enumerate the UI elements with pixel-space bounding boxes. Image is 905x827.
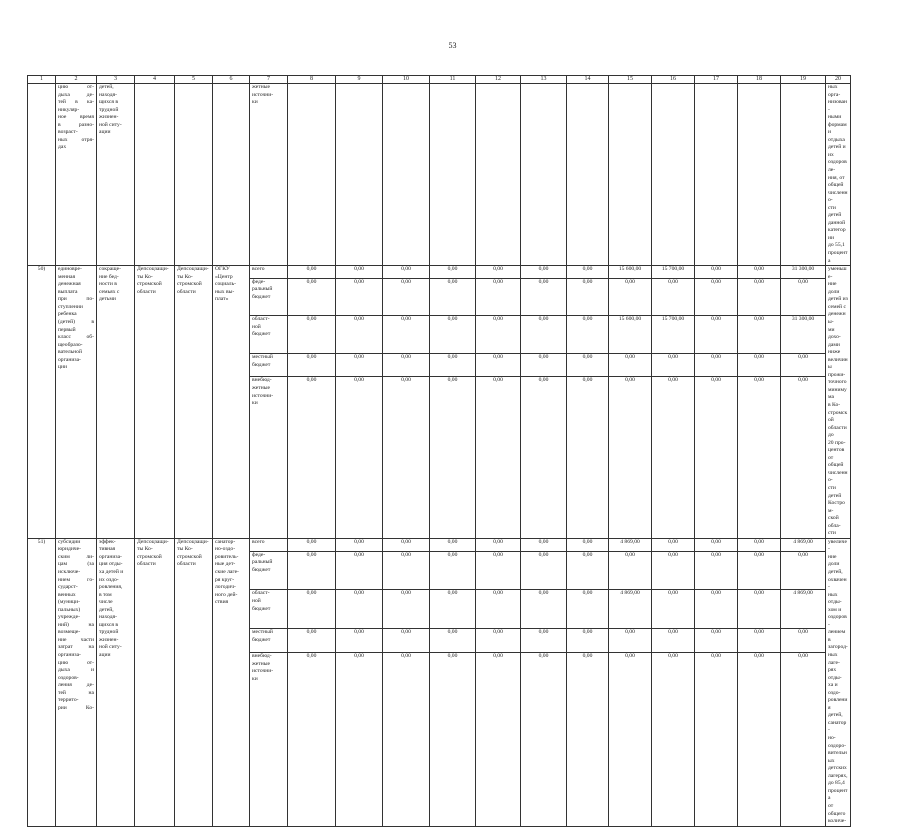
cell-amount: 0,00 (383, 653, 430, 826)
cell-amount: 0,00 (383, 590, 430, 629)
cell-amount: 0,00 (430, 538, 476, 551)
cell-amount: 0,00 (652, 377, 695, 538)
cell-amount: 0,00 (781, 551, 826, 590)
cell-amount: 0,00 (383, 551, 430, 590)
funding-line (28, 538, 851, 551)
cell-funding-source: област- ной бюджет (250, 590, 288, 629)
cell-amount: 0,00 (476, 354, 521, 377)
row-50 (28, 266, 851, 539)
row-51 (28, 538, 851, 826)
cell-amount: 0,00 (336, 377, 383, 538)
cell-amount: 0,00 (781, 629, 826, 653)
cell-objective: детей, находя- щихся в трудной жизнен- ной ситу- ации (97, 84, 135, 266)
cell-responsible: Депсоцзащи- ты Ко- стромской области (135, 538, 175, 826)
cell-amount: 0,00 (430, 653, 476, 826)
cell-amount: 0,00 (609, 354, 652, 377)
cell-amount: 0,00 (288, 278, 336, 316)
cell-amount: 0,00 (567, 278, 609, 316)
cell-amount: 0,00 (336, 629, 383, 653)
cell-amount: 0,00 (336, 354, 383, 377)
cell-amount: 0,00 (476, 278, 521, 316)
cell-amount: 0,00 (476, 266, 521, 278)
cell-amount: 0,00 (695, 316, 738, 354)
cell-funding-source: внебюд- жетные источни- ки (250, 653, 288, 826)
column-number: 19 (781, 76, 826, 84)
column-number: 18 (738, 76, 781, 84)
column-number: 6 (213, 76, 250, 84)
cell-amount: 0,00 (288, 590, 336, 629)
cell-amount: 0,00 (567, 590, 609, 629)
cell-amount: 0,00 (288, 266, 336, 278)
cell-amount: 0,00 (430, 551, 476, 590)
cell-coexecutor: Депсоцзащи- ты Ко- стромской области (175, 538, 213, 826)
cell-amount: 0,00 (738, 266, 781, 278)
cell-amount: 0,00 (738, 538, 781, 551)
cell-activity: цию от- дыха де- тей в ка- никуляр- ное время в разно- возраст- ных отря- дах (56, 84, 97, 266)
cell-row-number: 50) (28, 266, 56, 539)
cell-amount: 0,00 (781, 377, 826, 538)
column-number: 15 (609, 76, 652, 84)
cell-activity: единовре- менная денежная выплата при по- ступлении ребенка (детей) в первый класс об- щеобразо- вательной организа- ции (56, 266, 97, 539)
column-number: 1 (28, 76, 56, 84)
cell-amount: 0,00 (695, 551, 738, 590)
page-number: 53 (448, 41, 457, 50)
cell-amount: 0,00 (521, 653, 567, 826)
cell-amount: 31 300,00 (781, 316, 826, 354)
cell-amount: 0,00 (738, 653, 781, 826)
cell-amount: 0,00 (695, 629, 738, 653)
cell-amount: 0,00 (738, 551, 781, 590)
cell-amount: 0,00 (652, 629, 695, 653)
cell-amount: 0,00 (430, 316, 476, 354)
cell-amount: 0,00 (609, 653, 652, 826)
column-number: 5 (175, 76, 213, 84)
cell-amount: 0,00 (567, 653, 609, 826)
cell-amount: 0,00 (781, 278, 826, 316)
cell-amount: 0,00 (476, 538, 521, 551)
cell-amount: 0,00 (336, 590, 383, 629)
cell-amount: 0,00 (476, 629, 521, 653)
cell-amount: 0,00 (288, 377, 336, 538)
cell-funding-source: местный бюджет (250, 354, 288, 377)
cell-indicator: ных орга- низован- ными формами отдыха детей и их оздоровле- ния, от общей численно- сти детей данной категории до 55,1 процента (826, 84, 851, 266)
cell-funding-source: местный бюджет (250, 629, 288, 653)
cell-amount: 0,00 (738, 590, 781, 629)
cell-amount: 0,00 (430, 629, 476, 653)
cell-amount: 0,00 (521, 278, 567, 316)
cell-amount: 31 300,00 (781, 266, 826, 278)
cell-amount: 4 869,00 (609, 590, 652, 629)
column-number: 12 (476, 76, 521, 84)
cell-amount: 15 600,00 (609, 316, 652, 354)
cell-amount: 0,00 (567, 538, 609, 551)
cell-amount: 0,00 (336, 538, 383, 551)
column-number: 2 (56, 76, 97, 84)
cell-amount: 0,00 (383, 316, 430, 354)
cell-participant: санатор- но-оздо- ровитель- ные дет- ские лаге- ря круг- логодич- ного дей- ствия (213, 538, 250, 826)
cell-amount: 0,00 (695, 278, 738, 316)
cell-amount: 15 600,00 (609, 266, 652, 278)
cell-amount: 0,00 (288, 629, 336, 653)
cell-amount: 0,00 (652, 551, 695, 590)
cell-indicator: уменьше- ние доли детей из семей с денежны- ми дохо- дами ниже величины прожи- точного минимума в Ко- стромской области до 20 про- центов от общей численно- сти детей Костром- ской обла- сти (826, 266, 851, 539)
cell-amount: 4 869,00 (609, 538, 652, 551)
cell-amount: 0,00 (521, 629, 567, 653)
cell-amount: 0,00 (521, 266, 567, 278)
cell-amount: 0,00 (609, 551, 652, 590)
cell-amount: 0,00 (288, 551, 336, 590)
cell-funding-source: жетные источни- ки (250, 84, 288, 266)
cell-amount: 0,00 (383, 538, 430, 551)
cell-funding-source: всего (250, 538, 288, 551)
cell-funding-source: област- ной бюджет (250, 316, 288, 354)
cell-amount: 0,00 (430, 590, 476, 629)
cell-amount: 0,00 (430, 377, 476, 538)
cell-funding-source: внебюд- жетные источни- ки (250, 377, 288, 538)
cell-amount: 0,00 (738, 354, 781, 377)
cell-participant: ОГКУ «Центр социаль- ных вы- плат» (213, 266, 250, 539)
cell-amount: 0,00 (567, 316, 609, 354)
cell-amount: 0,00 (652, 590, 695, 629)
column-number: 16 (652, 76, 695, 84)
cell-amount: 0,00 (609, 377, 652, 538)
cell-amount: 0,00 (336, 278, 383, 316)
column-number: 8 (288, 76, 336, 84)
cell-amount: 0,00 (383, 377, 430, 538)
cell-amount: 0,00 (609, 278, 652, 316)
table-row-continued (28, 84, 851, 266)
cell-amount: 0,00 (695, 354, 738, 377)
cell-amount: 0,00 (383, 278, 430, 316)
cell-amount: 0,00 (521, 590, 567, 629)
cell-amount: 0,00 (476, 551, 521, 590)
column-number-row (28, 76, 851, 84)
cell-responsible: Депсоцзащи- ты Ко- стромской области (135, 266, 175, 539)
cell-amount: 0,00 (383, 266, 430, 278)
cell-amount: 0,00 (521, 551, 567, 590)
cell-amount: 0,00 (430, 278, 476, 316)
cell-amount: 0,00 (652, 538, 695, 551)
cell-amount: 0,00 (383, 629, 430, 653)
column-number: 14 (567, 76, 609, 84)
cell-coexecutor: Депсоцзащи- ты Ко- стромской области (175, 266, 213, 539)
cell-amount: 0,00 (738, 278, 781, 316)
cell-amount: 4 869,00 (781, 590, 826, 629)
cell-amount: 0,00 (781, 653, 826, 826)
cell-amount: 0,00 (476, 316, 521, 354)
cell-amount: 0,00 (336, 266, 383, 278)
cell-amount: 0,00 (476, 590, 521, 629)
cell-amount: 0,00 (652, 653, 695, 826)
cell-objective: эффек- тивная организа- ция отды- ха детей и их оздо- ровления, в том числе детей, находя- щихся в трудной жизнен- ной ситу- ации (97, 538, 135, 826)
cell-amount: 0,00 (567, 377, 609, 538)
cell-amount: 0,00 (695, 538, 738, 551)
cell-amount: 0,00 (336, 653, 383, 826)
cell-amount: 0,00 (521, 316, 567, 354)
cell-amount: 4 869,00 (781, 538, 826, 551)
cell-amount: 0,00 (695, 377, 738, 538)
cell-amount: 0,00 (781, 354, 826, 377)
cell-funding-source: феде- ральный бюджет (250, 551, 288, 590)
cell-amount: 0,00 (476, 653, 521, 826)
cell-amount: 0,00 (695, 653, 738, 826)
cell-amount: 0,00 (567, 629, 609, 653)
cell-amount: 0,00 (383, 354, 430, 377)
cell-amount: 0,00 (738, 377, 781, 538)
cell-amount: 0,00 (738, 316, 781, 354)
cell-amount: 0,00 (609, 629, 652, 653)
cell-funding-source: феде- ральный бюджет (250, 278, 288, 316)
cell-amount: 0,00 (288, 538, 336, 551)
column-number: 10 (383, 76, 430, 84)
cell-amount: 0,00 (430, 266, 476, 278)
cell-amount: 0,00 (521, 538, 567, 551)
cell-row-number: 51) (28, 538, 56, 826)
cell-amount: 15 700,00 (652, 316, 695, 354)
column-number: 11 (430, 76, 476, 84)
cell-amount: 0,00 (695, 266, 738, 278)
cell-amount: 0,00 (336, 316, 383, 354)
column-number: 9 (336, 76, 383, 84)
cell-amount: 0,00 (288, 316, 336, 354)
cell-amount: 0,00 (567, 551, 609, 590)
cell-amount: 15 700,00 (652, 266, 695, 278)
column-number: 13 (521, 76, 567, 84)
program-table (27, 75, 851, 827)
cell-activity: субсидии юридиче- ским ли- цам (за исключе- нием го- сударст- венных (муници- пальных) учрежде- ний) на возмеще- ние части затрат на организа- цию от- дыха и оздоров- ления де- тей на террито- рии Ко- (56, 538, 97, 826)
column-number: 17 (695, 76, 738, 84)
cell-indicator: увеличе- ние доли детей, охвачен- ных отды- хом и оздоров- лением в загород- ных лаге- рях отды- ха и оздо- ровления детей, санатор- но-оздоро- вительных детских лагерях, до 85,4 процента от общего количе- (826, 538, 851, 826)
cell-amount: 0,00 (288, 653, 336, 826)
cell-amount: 0,00 (288, 354, 336, 377)
cell-amount: 0,00 (336, 551, 383, 590)
cell-amount: 0,00 (430, 354, 476, 377)
cell-amount: 0,00 (567, 266, 609, 278)
cell-amount: 0,00 (652, 278, 695, 316)
column-number: 20 (826, 76, 851, 84)
column-number: 7 (250, 76, 288, 84)
cell-amount: 0,00 (521, 377, 567, 538)
column-number: 4 (135, 76, 175, 84)
cell-funding-source: всего (250, 266, 288, 278)
cell-amount: 0,00 (521, 354, 567, 377)
cell-amount: 0,00 (652, 354, 695, 377)
cell-amount: 0,00 (695, 590, 738, 629)
cell-amount: 0,00 (476, 377, 521, 538)
cell-objective: сокраще- ние бед- ности в семьях с детьми (97, 266, 135, 539)
cell-amount: 0,00 (567, 354, 609, 377)
cell-amount: 0,00 (738, 629, 781, 653)
funding-line (28, 266, 851, 278)
column-number: 3 (97, 76, 135, 84)
